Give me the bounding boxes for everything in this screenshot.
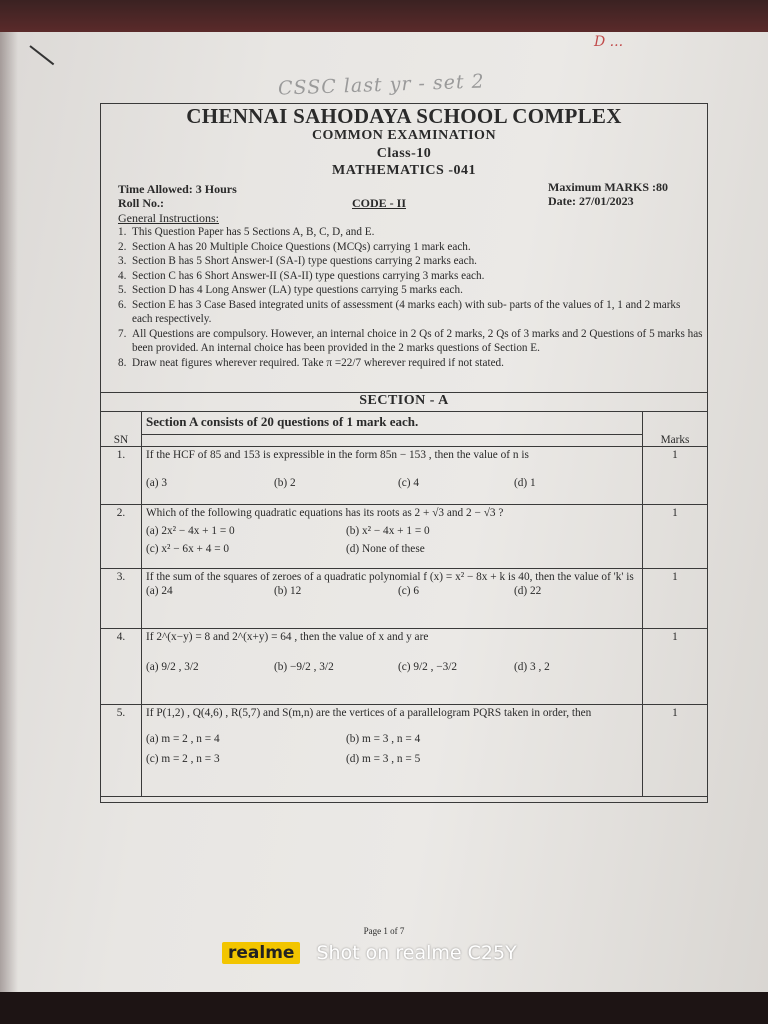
class-label: Class-10 [376, 146, 432, 161]
option-a: (a) 2x² − 4x + 1 = 0 [146, 525, 235, 537]
option-b: (b) 12 [274, 585, 302, 597]
option-c: (c) m = 2 , n = 3 [146, 753, 220, 765]
question-cell [142, 569, 643, 629]
table-header-row [101, 434, 708, 447]
table-row [101, 505, 708, 569]
table-row [101, 569, 708, 629]
option-d: (d) 1 [514, 477, 536, 489]
camera-watermark [222, 942, 517, 964]
sn-header: SN [101, 434, 142, 447]
instructions-list [118, 225, 703, 370]
instruction-item: 4. Section C has 6 Short Answer-II (SA-II) type questions carrying 3 marks each. [118, 269, 485, 282]
options [146, 753, 638, 765]
question-cell [142, 629, 643, 705]
question-number: 4. [101, 629, 142, 705]
page-number: Page 1 of 7 [363, 926, 405, 936]
option-c: (c) x² − 6x + 4 = 0 [146, 543, 230, 555]
watermark-text: Shot on realme C25Y [316, 942, 517, 964]
table-row [101, 705, 708, 797]
marks-value: 1 [643, 705, 708, 797]
photo-background-bottom [0, 992, 768, 1024]
option-a: (a) 24 [146, 585, 173, 597]
question-number: 3. [101, 569, 142, 629]
photo-background-top [0, 0, 768, 32]
instruction-item: 3. Section B has 5 Short Answer-I (SA-I) type questions carrying 2 marks each. [118, 255, 477, 267]
options [146, 661, 638, 673]
pencil-note: CSSC last yr - set 2 [277, 70, 486, 100]
question-number: 2. [101, 505, 142, 569]
instruction-item: 7. All Questions are compulsory. However, an internal choice in 2 Qs of 2 marks, 2 Qs of 3 marks and 2 Questions of 5 marks has been provided. An internal choice has been provided in the 2 marks questions of Section E. [118, 327, 703, 354]
paper-edge-shadow [0, 32, 18, 992]
paper-code: CODE - II [352, 196, 407, 210]
option-c: (c) 6 [398, 585, 420, 597]
option-c: (c) 4 [398, 477, 420, 489]
option-a: (a) 3 [146, 477, 168, 489]
red-scribble: D ... [594, 34, 624, 50]
table-row [101, 629, 708, 705]
section-subtitle: Section A consists of 20 questions of 1 mark each. [142, 412, 643, 435]
realme-logo: realme [222, 942, 300, 964]
question-text: If the sum of the squares of zeroes of a quadratic polynomial f (x) = x² − 8x + k is 40, then the value of 'k' is [146, 571, 634, 583]
question-text: If P(1,2) , Q(4,6) , R(5,7) and S(m,n) are the vertices of a parallelogram PQRS taken in order, then [146, 707, 592, 719]
option-d: (d) 3 , 2 [514, 661, 550, 673]
question-number: 1. [101, 447, 142, 505]
option-c: (c) 9/2 , −3/2 [398, 661, 458, 673]
option-d: (d) None of these [346, 543, 425, 555]
marks-header: Marks [643, 434, 708, 447]
instruction-item: 2. Section A has 20 Multiple Choice Questions (MCQs) carrying 1 mark each. [118, 240, 471, 253]
time-allowed: Time Allowed: 3 Hours [118, 182, 237, 196]
school-name: CHENNAI SAHODAYA SCHOOL COMPLEX [186, 104, 622, 128]
question-text: If the HCF of 85 and 153 is expressible in the form 85n − 153 , then the value of n is [146, 449, 529, 461]
marks-value: 1 [643, 629, 708, 705]
instruction-item: 1. This Question Paper has 5 Sections A, B, C, D, and E. [118, 226, 375, 238]
table-row [101, 447, 708, 505]
question-cell [142, 505, 643, 569]
options [146, 733, 638, 745]
option-a: (a) 9/2 , 3/2 [146, 661, 199, 673]
question-text: Which of the following quadratic equations has its roots as 2 + √3 and 2 − √3 ? [146, 507, 504, 519]
question-text: If 2^(x−y) = 8 and 2^(x+y) = 64 , then the value of x and y are [146, 631, 429, 643]
options [146, 525, 638, 537]
questions-table [100, 411, 708, 797]
option-b: (b) m = 3 , n = 4 [346, 733, 421, 745]
option-a: (a) m = 2 , n = 4 [146, 733, 220, 745]
instructions-title: General Instructions: [118, 211, 219, 225]
instruction-item: 6. Section E has 3 Case Based integrated units of assessment (4 marks each) with sub- parts of the values of 1, 1 and 2 marks each respectively. [118, 298, 681, 325]
section-subtitle-row [101, 412, 708, 435]
exam-title: COMMON EXAMINATION [311, 128, 497, 143]
exam-date: Date: 27/01/2023 [548, 194, 634, 208]
section-title: SECTION - A [100, 392, 708, 412]
subject-label: MATHEMATICS -041 [332, 163, 476, 178]
option-d: (d) 22 [514, 585, 542, 597]
roll-no: Roll No.: [118, 196, 164, 210]
question-cell [142, 705, 643, 797]
options [146, 585, 638, 597]
max-marks: Maximum MARKS :80 [548, 180, 668, 194]
option-d: (d) m = 3 , n = 5 [346, 753, 421, 765]
instruction-item: 8. Draw neat figures wherever required. Take π =22/7 wherever required if not stated. [118, 356, 504, 369]
marks-value: 1 [643, 447, 708, 505]
marks-value: 1 [643, 505, 708, 569]
option-b: (b) 2 [274, 477, 296, 489]
instruction-item: 5. Section D has 4 Long Answer (LA) type questions carrying 5 marks each. [118, 284, 463, 296]
options [146, 477, 638, 489]
question-number: 5. [101, 705, 142, 797]
question-cell [142, 447, 643, 505]
option-b: (b) −9/2 , 3/2 [274, 661, 334, 673]
option-b: (b) x² − 4x + 1 = 0 [346, 525, 430, 537]
options [146, 543, 638, 555]
marks-value: 1 [643, 569, 708, 629]
